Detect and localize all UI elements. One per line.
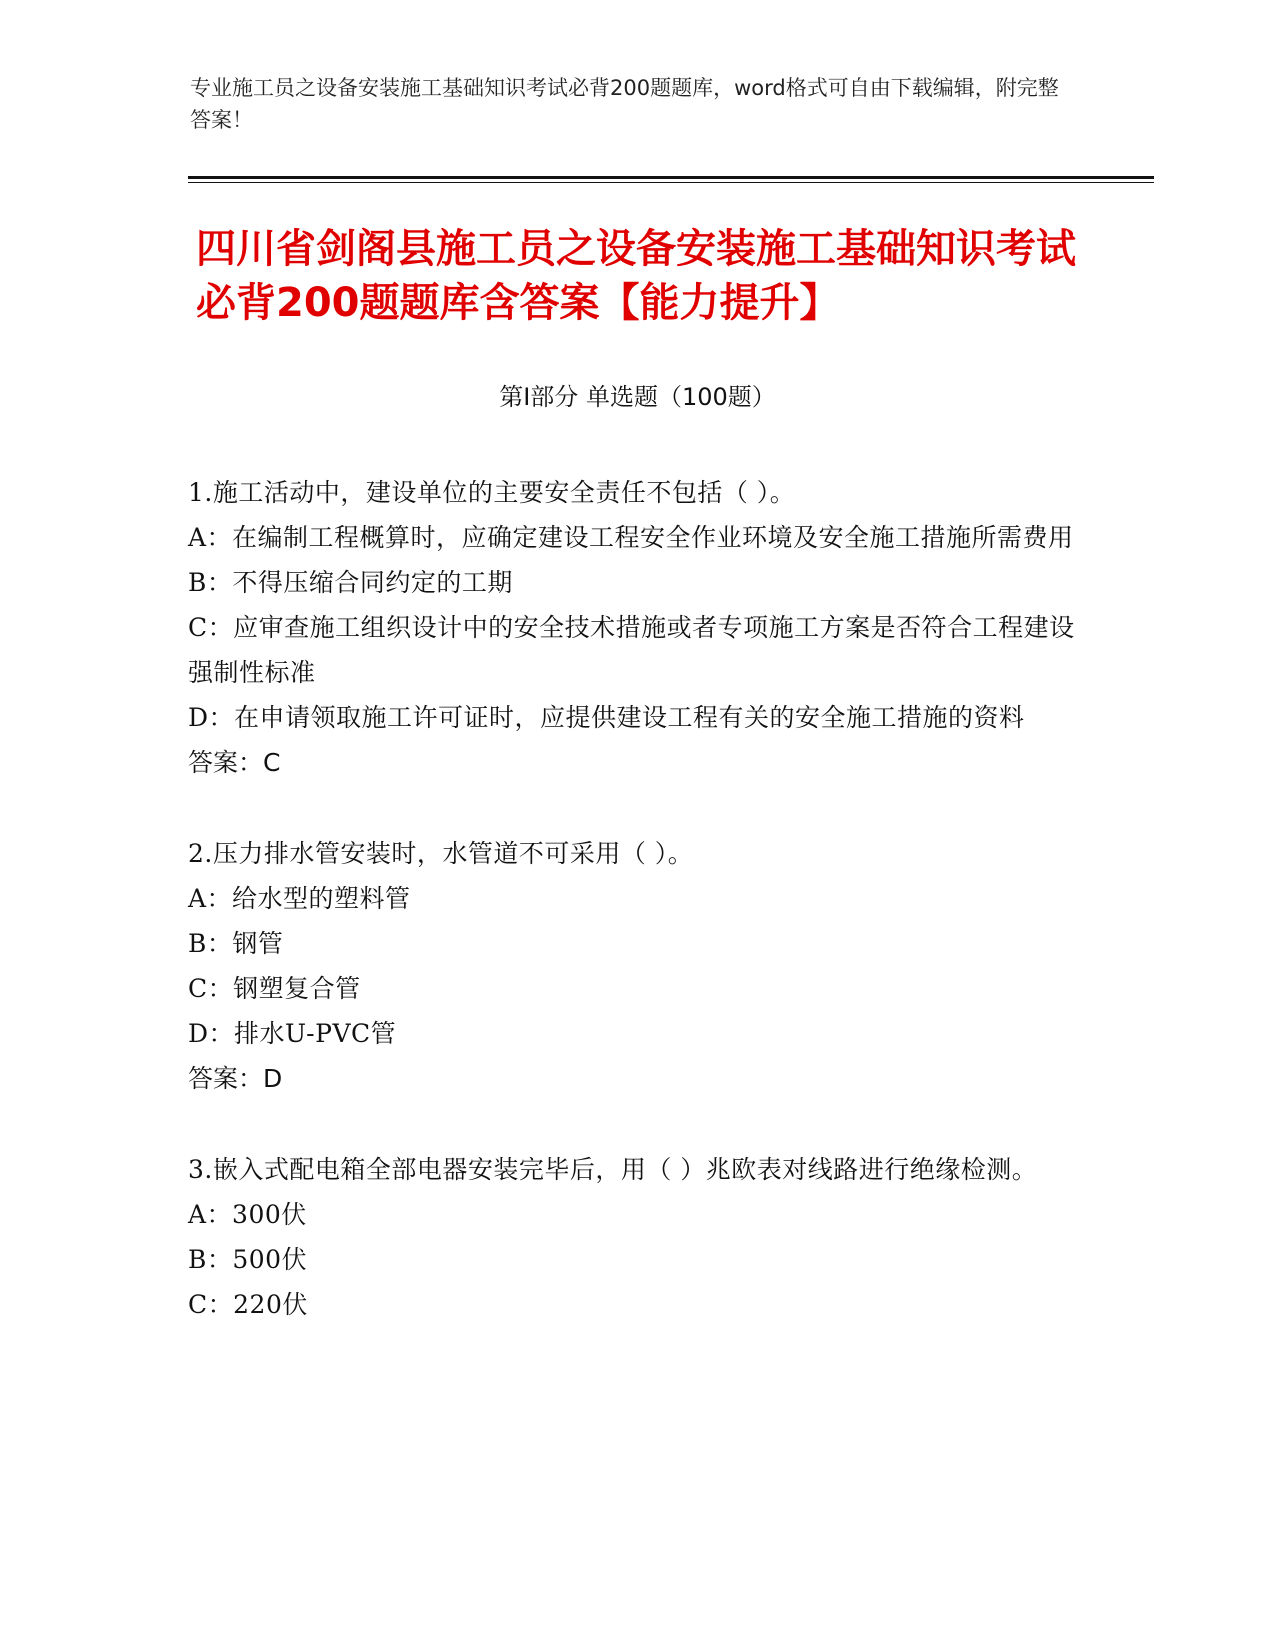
answer: 答案：C [188, 748, 281, 777]
option-a: A：给水型的塑料管 [188, 884, 411, 913]
header-divider-thin [188, 182, 1154, 183]
question-text: 3.嵌入式配电箱全部电器安装完毕后，用（ ）兆欧表对线路进行绝缘检测。 [188, 1155, 1038, 1184]
question-text: 2.压力排水管安装时，水管道不可采用（ ）。 [188, 839, 694, 868]
header-divider-thick [188, 176, 1154, 179]
option-a: A：在编制工程概算时，应确定建设工程安全作业环境及安全施工措施所需费用 [188, 523, 1074, 552]
option-b: B：500伏 [188, 1245, 308, 1274]
question-2 [188, 831, 1088, 1101]
answer: 答案：D [188, 1064, 283, 1093]
header-note: 专业施工员之设备安装施工基础知识考试必背200题题库，word格式可自由下载编辑，附完整答案！ [190, 76, 1059, 132]
section-heading: 第Ⅰ部分 单选题（100题） [499, 383, 776, 411]
document-title: 四川省剑阁县施工员之设备安装施工基础知识考试必背200题题库含答案【能力提升】 [196, 226, 1076, 326]
option-c: C：220伏 [188, 1290, 308, 1319]
option-b: B：钢管 [188, 929, 284, 958]
option-c: C：钢塑复合管 [188, 974, 361, 1003]
option-d: D：排水U-PVC管 [188, 1019, 397, 1048]
option-b: B：不得压缩合同约定的工期 [188, 568, 513, 597]
question-text: 1.施工活动中，建设单位的主要安全责任不包括（ ）。 [188, 478, 796, 507]
question-1 [188, 470, 1088, 785]
question-3 [188, 1147, 1088, 1327]
option-a: A：300伏 [188, 1200, 307, 1229]
question-list [188, 470, 1088, 1373]
option-d: D：在申请领取施工许可证时，应提供建设工程有关的安全施工措施的资料 [188, 703, 1025, 732]
option-c: C：应审查施工组织设计中的安全技术措施或者专项施工方案是否符合工程建设强制性标准 [188, 613, 1075, 687]
